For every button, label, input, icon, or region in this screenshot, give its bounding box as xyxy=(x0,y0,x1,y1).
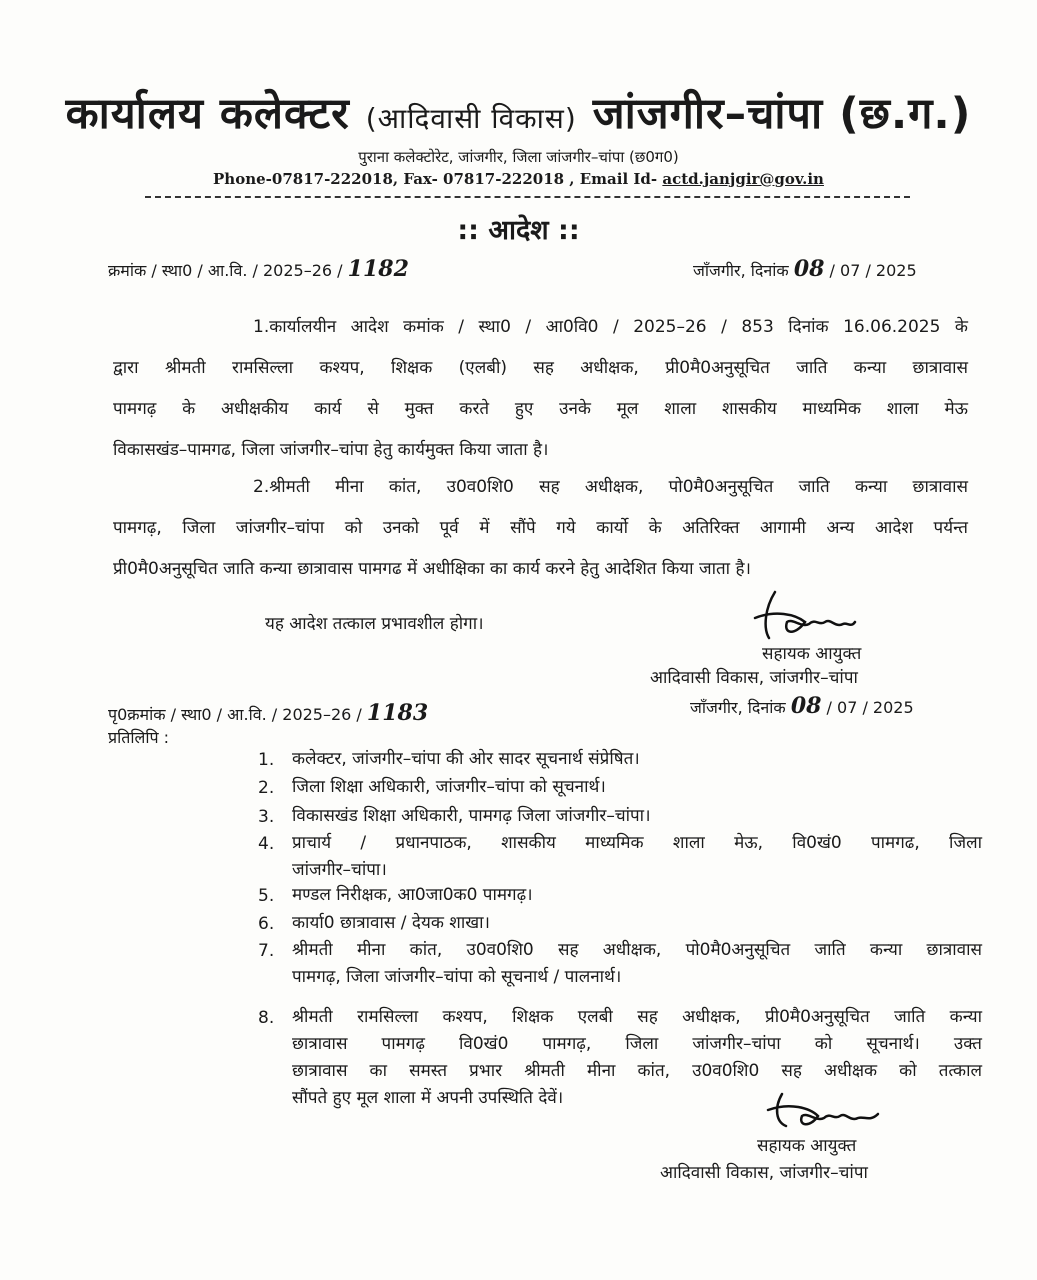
order-number-handwritten: 1182 xyxy=(347,256,409,282)
signature-2-department: आदिवासी विकास, जांजगीर–चांपा xyxy=(660,1163,868,1183)
order-heading: :: आदेश :: xyxy=(457,215,580,246)
copy-item-number: 3. xyxy=(258,807,275,827)
copy-item-line: जिला शिक्षा अधिकारी, जांजगीर–चांपा को सूचनार्थ। xyxy=(292,777,606,797)
order-date-day: 08 xyxy=(793,256,825,282)
copy-item-text xyxy=(292,774,982,801)
header-divider xyxy=(145,196,910,198)
copy-item-number: 1. xyxy=(258,750,275,770)
endorsement-date-day: 08 xyxy=(790,693,822,719)
copy-item-text xyxy=(292,746,982,773)
endorsement-date-rest: / 07 / 2025 xyxy=(826,698,914,717)
paragraph2-line: पामगढ़, जिला जांजगीर–चांपा को उनको पूर्व में सौंपे गये कार्यो के अतिरिक्त आगामी अन्य आदेश पर्यन्त xyxy=(113,518,968,538)
order-paragraph-1 xyxy=(113,307,968,471)
office-contact xyxy=(0,170,1037,188)
copy-item-number: 2. xyxy=(258,778,275,798)
copy-item-number: 5. xyxy=(258,886,275,906)
copy-item-text xyxy=(292,910,982,937)
office-title xyxy=(0,82,1037,141)
order-date-rest: / 07 / 2025 xyxy=(829,261,917,280)
copy-item-text xyxy=(292,937,982,991)
endorsement-number xyxy=(108,700,428,726)
signature-2-designation: सहायक आयुक्त xyxy=(757,1136,857,1156)
paragraph2-line: 2.श्रीमती मीना कांत, उ0व0शि0 सह अधीक्षक, पो0मै0अनुसूचित जाति कन्या छात्रावास xyxy=(253,477,968,497)
copy-item-line: जांजगीर–चांपा। xyxy=(292,860,387,880)
order-number-prefix: क्रमांक / स्था0 / आ.वि. / 2025–26 / xyxy=(108,261,343,280)
paragraph1-line: पामगढ़ के अधीक्षकीय कार्य से मुक्त करते हुए उनके मूल शाला शासकीय माध्यमिक शाला मेऊ xyxy=(113,399,968,419)
copy-item-line: कलेक्टर, जांजगीर–चांपा की ओर सादर सूचनार्थ संप्रेषित। xyxy=(292,749,640,769)
copy-item-line: विकासखंड शिक्षा अधिकारी, पामगढ़ जिला जांजगीर–चांपा। xyxy=(292,806,651,826)
order-date xyxy=(693,256,917,282)
copy-item-line: श्रीमती रामसिल्ला कश्यप, शिक्षक एलबी सह अधीक्षक, प्री0मै0अनुसूचित जाति कन्या xyxy=(292,1007,982,1027)
paragraph1-line: 1.कार्यालयीन आदेश कमांक / स्था0 / आ0वि0 / 2025–26 / 853 दिनांक 16.06.2025 के xyxy=(253,317,968,337)
copy-item-number: 7. xyxy=(258,941,275,961)
copy-item-text xyxy=(292,803,982,830)
title-place: जांजगीर–चांपा (छ.ग.) xyxy=(592,89,972,139)
signature-mark-1 xyxy=(735,588,865,648)
copy-item-line: छात्रावास पामगढ़ वि0खं0 पामगढ़, जिला जांजगीर–चांपा को सूचनार्थ। उक्त xyxy=(292,1034,982,1054)
copy-item-number: 8. xyxy=(258,1008,275,1028)
copy-item-line: पामगढ़, जिला जांजगीर–चांपा को सूचनार्थ / पालनार्थ। xyxy=(292,967,622,987)
signature-1-department: आदिवासी विकास, जांजगीर–चांपा xyxy=(650,668,858,688)
endorsement-date xyxy=(690,693,914,719)
copy-item-line: सौंपते हुए मूल शाला में अपनी उपस्थिति देवें। xyxy=(292,1088,564,1108)
order-paragraph-2 xyxy=(113,467,968,590)
copy-item-number: 4. xyxy=(258,834,275,854)
copy-item-line: कार्या0 छात्रावास / देयक शाखा। xyxy=(292,913,490,933)
paragraph2-line: प्री0मै0अनुसूचित जाति कन्या छात्रावास पामगढ में अधीक्षिका का कार्य करने हेतु आदेशित किया जाता है। xyxy=(113,559,751,579)
copy-item-line: प्राचार्य / प्रधानपाठक, शासकीय माध्यमिक शाला मेऊ, वि0खं0 पामगढ, जिला xyxy=(292,833,982,853)
endorsement-date-prefix: जाँजगीर, दिनांक xyxy=(690,698,786,717)
contact-email: actd.janjgir@gov.in xyxy=(662,170,824,188)
endorsement-number-prefix: पृ0क्रमांक / स्था0 / आ.वि. / 2025–26 / xyxy=(108,705,362,724)
copy-item-number: 6. xyxy=(258,914,275,934)
copy-label: प्रतिलिपि : xyxy=(108,728,170,747)
office-address: पुराना कलेक्टोरेट, जांजगीर, जिला जांजगीर–चांपा (छ0ग0) xyxy=(358,148,679,166)
paragraph1-line: विकासखंड–पामगढ, जिला जांजगीर–चांपा हेतु कार्यमुक्त किया जाता है। xyxy=(113,440,549,460)
title-department: (आदिवासी विकास) xyxy=(365,102,577,135)
endorsement-number-handwritten: 1183 xyxy=(366,700,429,726)
paragraph1-line: द्वारा श्रीमती रामसिल्ला कश्यप, शिक्षक (एलबी) सह अधीक्षक, प्री0मै0अनुसूचित जाति कन्या छात्रावास xyxy=(113,358,968,378)
title-main: कार्यालय कलेक्टर xyxy=(65,89,350,139)
order-date-prefix: जाँजगीर, दिनांक xyxy=(693,261,789,280)
signature-1-designation: सहायक आयुक्त xyxy=(762,644,862,664)
order-number xyxy=(108,256,409,282)
effective-note: यह आदेश तत्काल प्रभावशील होगा। xyxy=(265,614,484,634)
copy-item-text xyxy=(292,830,982,884)
copy-item-line: छात्रावास का समस्त प्रभार श्रीमती मीना कांत, उ0व0शि0 सह अधीक्षक को तत्काल xyxy=(292,1061,982,1081)
signature-mark-2 xyxy=(760,1088,890,1138)
copy-item-text xyxy=(292,882,982,909)
copy-item-line: श्रीमती मीना कांत, उ0व0शि0 सह अधीक्षक, पो0मै0अनुसूचित जाति कन्या छात्रावास xyxy=(292,940,982,960)
contact-phone-fax: Phone-07817-222018, Fax- 07817-222018 , Email Id- xyxy=(213,170,658,188)
copy-item-line: मण्डल निरीक्षक, आ0जा0क0 पामगढ़। xyxy=(292,885,533,905)
